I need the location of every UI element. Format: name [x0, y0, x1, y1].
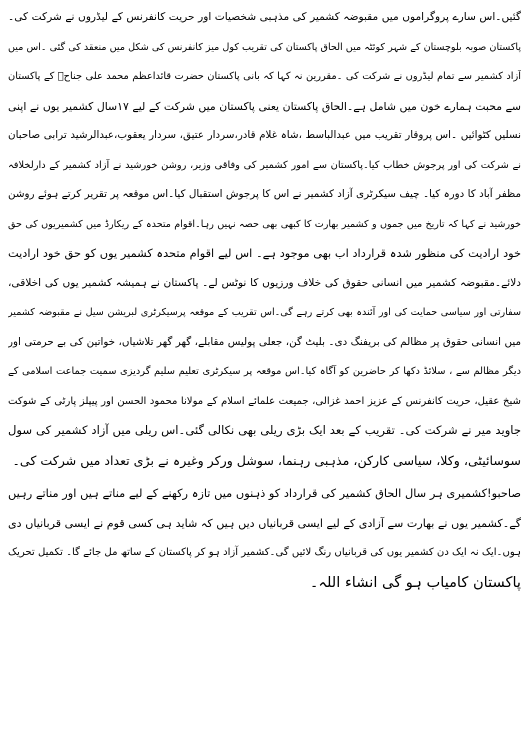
text-line: نسلیں کٹوائیں ۔اس پروقار تقریب میں عبدالباسط ،شاہ غلام قادر،سردار عتیق، سردار یعقوب،عبدالرشید ترابی صاحبان	[8, 129, 521, 141]
text-line: شیخ عقیل، حریت کانفرنس کے عزیز احمد غزالی، جمیعت علمائے اسلام کے مولانا محمود الحسن اور پیپلز پارٹی کے شوکت	[8, 395, 521, 407]
text-line: سفارتی اور سیاسی حمایت کی اور آئندہ بھی کرتے رہے گی۔اس تقریب کے موقعہ پرسیکرٹری لبریشن سیل نے مقبوضہ کشمیر	[8, 307, 521, 318]
text-line: ہوں۔ایک نہ ایک دن کشمیر یوں کی قربانیاں رنگ لائیں گی۔کشمیر آزاد ہو کر پاکستان کے ساتھ مل جائے گا۔ تکمیل تحریک	[8, 547, 521, 558]
text-line: پاکستان کامیاب ہو گی انشاء اللہ۔	[309, 573, 521, 591]
text-line: میں انسانی حقوق پر مظالم کی بریفنگ دی۔ بلیٹ گن، جعلی پولیس مقابلے، گھر گھر تلاشیاں، خواتین کی بے حرمتی اور	[8, 335, 521, 348]
text-line: مظفر آباد کا دورہ کیا۔ چیف سیکرٹری آزاد کشمیر نے اس کا پرجوش استقبال کیا۔اس موقعہ پر تقریر کرتے ہوئے روشن	[8, 188, 521, 200]
text-line: جاوید میر نے شرکت کی۔ تقریب کے بعد ایک بڑی ریلی بھی نکالی گئی۔اس ریلی میں آزاد کشمیر کی سول	[8, 423, 521, 437]
text-line: دیگر مظالم سے ، سلائڈ دکھا کر حاضرین کو آگاہ کیا۔اس موقعہ پر سیکرٹری تعلیم سلیم گردیزی سمیت جماعت اسلامی کے	[8, 366, 521, 377]
text-line: صاحبو!کشمیری ہر سال الحاق کشمیر کی قرارداد کو ذہنوں میں تازہ رکھنے کے لیے مناتے ہیں اور مناتے رہیں	[8, 486, 521, 500]
text-line: آزاد کشمیر سے تمام لیڈروں نے شرکت کی ۔مقررین نہ کہا کہ بانی پاکستان حضرت قائداعظم محمد علی جناحؒ کے پاکستان	[8, 71, 521, 82]
paragraph-kashmir-events	[8, 3, 521, 475]
text-line: خورشید نے کہا کہ تاریخ میں جموں و کشمیر بھارت کا کبھی بھی حصہ نہیں رہا۔اقوام متحدہ کے ریکارڈ میں کشمیریوں کی حق	[8, 218, 521, 230]
text-line: سے محبت ہمارے خون میں شامل ہے۔الحاق پاکستان یعنی پاکستان میں شرکت کے لیے ۱۷سال کشمیر یوں نے اپنی	[8, 99, 521, 113]
paragraph-conclusion	[8, 479, 521, 597]
text-line: خود ارادیت کی منظور شدہ قرارداد اب بھی موجود ہے۔ اس لیے اقوام متحدہ کشمیر یوں کو حق خود ارادیت	[8, 246, 521, 260]
text-line: نے شرکت کی اور پرجوش خطاب کیا۔پاکستان سے امور کشمیر کی وفاقی وزیر، روشن خورشید نے آزاد کشمیر کے دارلخلافہ	[8, 159, 521, 171]
text-line: دلائے۔مقبوضہ کشمیر میں انسانی حقوق کی خلاف ورزیوں کا نوٹس لے۔ پاکستان نے ہمیشہ کشمیر یوں کی اخلاقی،	[8, 276, 521, 289]
text-line: گئیں۔اس سارے پروگراموں میں مقبوضہ کشمیر کی مذہبی شخصیات اور حریت کانفرنس کے لیڈروں نے شرکت کی۔	[8, 11, 521, 23]
text-line: سوسائیٹی، وکلا، سیاسی کارکن، مذہبی رہنما، سوشل ورکر وغیرہ نے بڑی تعداد میں شرکت کی۔	[12, 452, 521, 468]
text-line: پاکستان صوبہ بلوچستان کے شہر کوئٹہ میں الحاق پاکستان کی تقریب کول میز کانفرنس کی شکل میں منعقد کی گئی ۔اس میں	[8, 41, 521, 53]
text-line: گے۔کشمیر یوں نے بھارت سے آزادی کے لیے ایسی قربانیاں دیں ہیں کہ شاید ہی کسی قوم نے ایسی قربانیاں دی	[8, 516, 521, 530]
